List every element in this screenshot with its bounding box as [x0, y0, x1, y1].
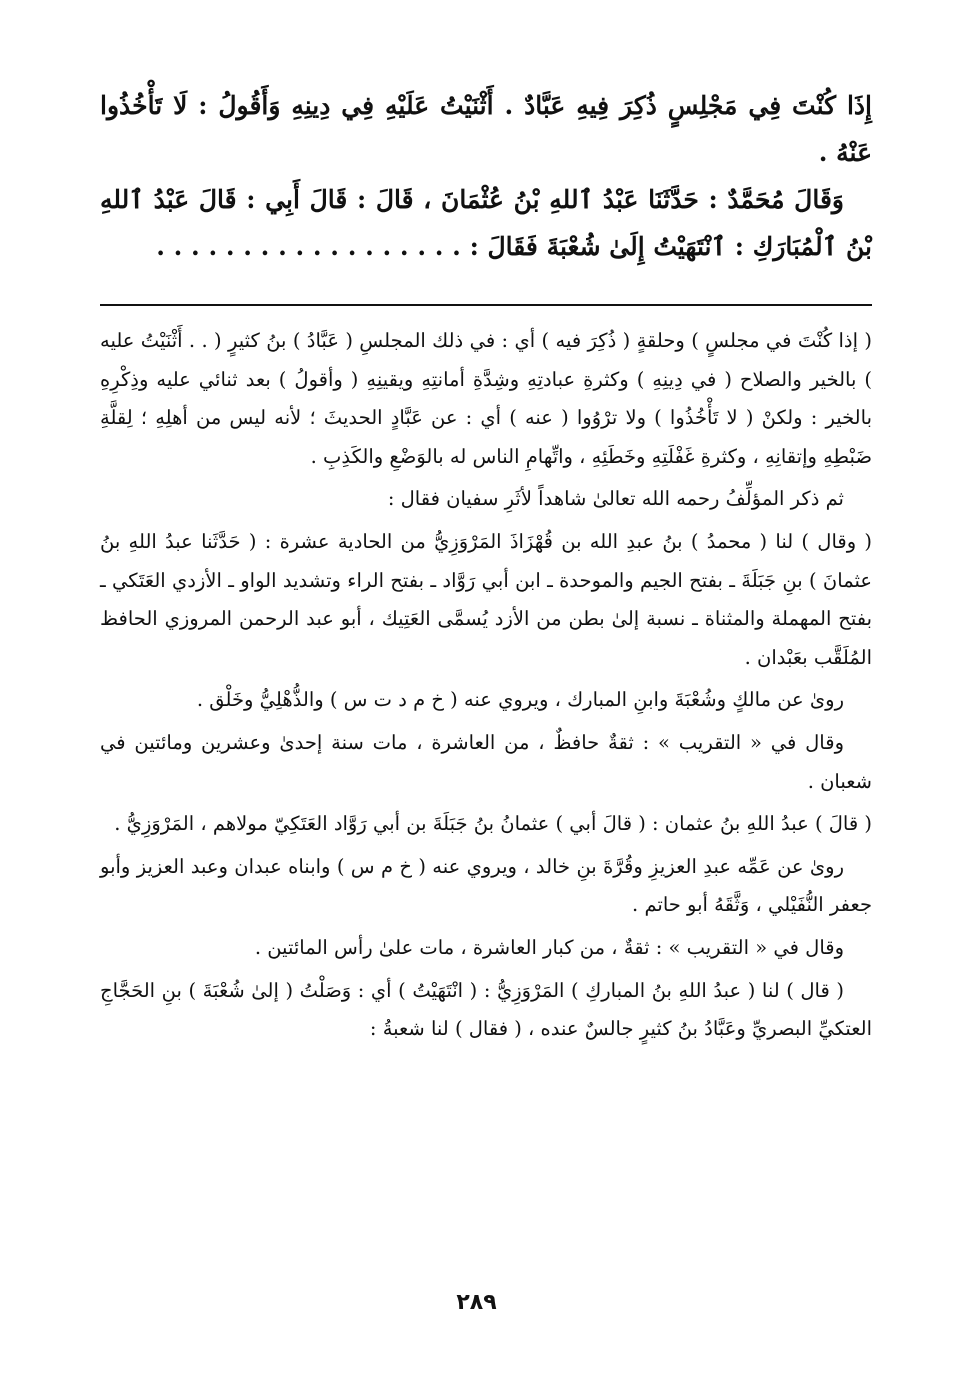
- page-number: ٢٨٩: [456, 1290, 497, 1315]
- matn-paragraph-1: إِذَا كُنْتَ فِي مَجْلِسٍ ذُكِرَ فِيهِ عَبَّادٌ . أَثْنَيْتُ عَلَيْهِ فِي دِينِهِ وَأَقُولُ : لَا تَأْخُذُوا عَنْهُ .: [100, 91, 872, 167]
- sharh-paragraph-1: ( إذا كُنْتَ في مجلسٍ ) وحلقةٍ ( ذُكِرَ فيه ) أي : في ذلك المجلسِ ( عَبَّادُ ) بنُ كثيرٍ ( . . أَثْنَيْتُ عليه ) بالخير والصلاح ( في دِينِهِ ) وكثرةِ عبادتِهِ وشِدَّةِ أمانتِهِ ويقينِهِ ( وأقولُ ) بعد ثنائي عليه وذِكْرِهِ بالخير : ولكنْ ( لا تَأْخُذُوا ) ولا ترْوُوا ( عنه ) أي : عن عَبَّادٍ الحديثَ ؛ لأنه ليس من أهلِهِ ؛ لِقلَّةِ ضَبْطِهِ وإتقانِهِ ، وكثرةِ غَفْلَتِهِ وخَطَئِهِ ، واتِّهامِ الناس له بالوَضْعِ والكَذِبِ .: [100, 329, 872, 468]
- sharh-section: [100, 322, 872, 1049]
- sharh-paragraph-5: وقال في « التقريب » : ثقةٌ حافظٌ ، من العاشرة ، مات سنة إحدىٰ وعشرين ومائتين في شعبان .: [100, 730, 872, 793]
- separator-rule: [100, 304, 872, 306]
- matn-section: [100, 82, 872, 270]
- page-body: [100, 82, 872, 1053]
- sharh-paragraph-3: ( وقال ) لنا ( محمدُ ) بنُ عبدِ الله بن قُهْزَاذَ المَرْوَزِيُّ من الحادية عشرة : ( حَدَّثَنا عبدُ اللهِ بنُ عثمانَ ) بنِ جَبَلَةَ ـ بفتح الجيم والموحدة ـ ابن أبي رَوَّاد ـ بفتح الراء وتشديد الواو ـ الأزدي العَتَكي ـ بفتح المهملة والمثناة ـ نسبة إلىٰ بطن من الأزد يُسمَّى العَتِيك ، أبو عبد الرحمن المروزي الحافظ المُلَقَّب بعَبْدان .: [100, 529, 872, 669]
- sharh-paragraph-8: وقال في « التقريب » : ثقةٌ ، من كبار العاشرة ، مات علىٰ رأس المائتين .: [254, 935, 844, 959]
- sharh-paragraph-4: روىٰ عن مالكٍ وشُعْبَةَ وابنِ المبارك ، ويروي عنه ( خ م د ت س ) والذُّهْلِيُّ وخَلْق .: [196, 688, 844, 712]
- matn-paragraph-2: وَقَالَ مُحَمَّدٌ : حَدَّثَنَا عَبْدُ ٱللهِ بْنُ عُثْمَانَ ، قَالَ : قَالَ أَبِي : قَالَ عَبْدُ ٱللهِ بْنُ ٱلْمُبَارَكِ : ٱنْتَهَيْتُ إِلَىٰ شُعْبَةَ فَقَالَ : . . . . . . . . . . . . . . . . . .: [100, 185, 872, 261]
- sharh-paragraph-2: ثم ذكر المؤلِّفُ رحمه الله تعالىٰ شاهداً لأثَرِ سفيان فقال :: [387, 487, 844, 511]
- sharh-paragraph-9: ( قال ) لنا ( عبدُ اللهِ بنُ المباركِ ) المَرْوَزِيُّ : ( انْتَهَيْتُ ) أي : وَصَلْتُ ( إلىٰ شُعْبَةَ ) بنِ الحَجَّاجِ العتكيِّ البصريِّ وعَبَّادُ بنُ كثيرٍ جالسٌ عنده ، ( فقال ) لنا شعبةُ :: [100, 978, 872, 1041]
- sharh-paragraph-6: ( قالَ ) عبدُ اللهِ بنُ عثمان : ( قالَ أبي ) عثمانُ بنُ جَبَلَةَ بن أبي رَوَّاد العَتَكِيّ مولاهم ، المَرْوَزِيُّ .: [114, 812, 872, 836]
- sharh-paragraph-7: روىٰ عن عَمِّه عبدِ العزيزِ وقُرَّةَ بنِ خالد ، ويروي عنه ( خ م س ) وابناه عبدان وعبد العزيز وأبو جعفر النُّفَيْلي ، وَثَّقَهُ أبو حاتم .: [100, 854, 872, 917]
